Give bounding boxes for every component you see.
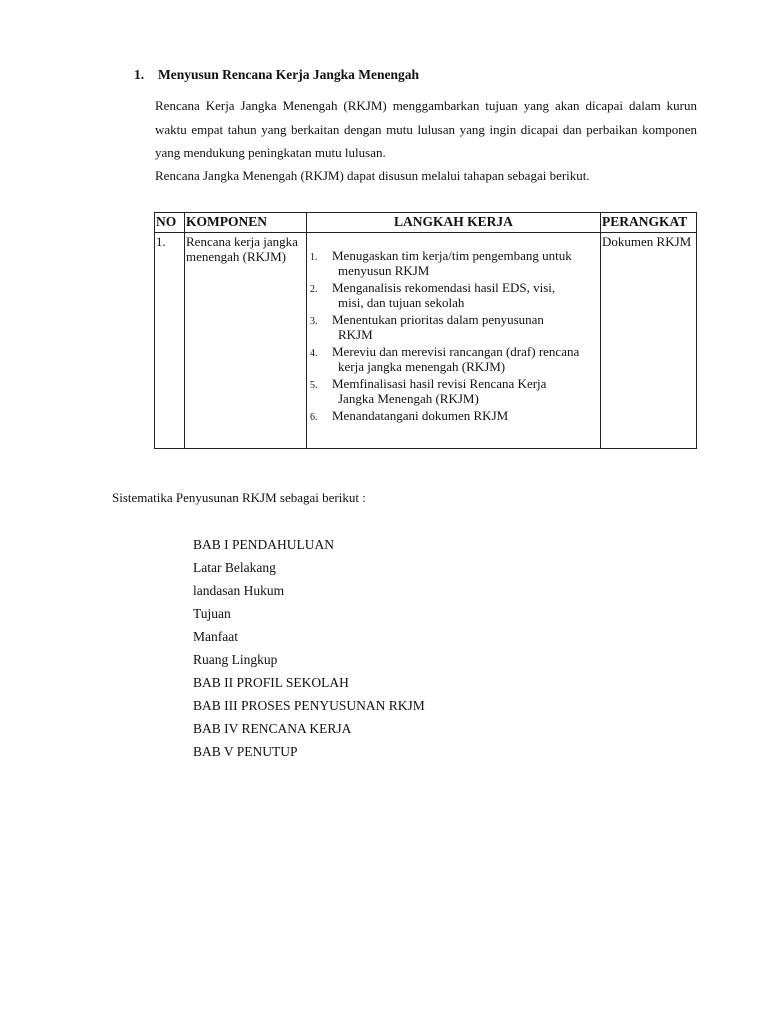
step-text: Memfinalisasi hasil revisi Rencana Kerja xyxy=(332,376,547,391)
step-number: 2. xyxy=(310,284,318,295)
row-langkah-kerja xyxy=(307,233,601,449)
header-komponen: KOMPONEN xyxy=(185,213,307,233)
outline-item: BAB IV RENCANA KERJA xyxy=(193,721,352,736)
step-item xyxy=(308,312,599,342)
step-item xyxy=(308,376,599,406)
outline-item: Ruang Lingkup xyxy=(193,652,278,667)
sistematika-label: Sistematika Penyusunan RKJM sebagai berikut : xyxy=(112,490,366,505)
row-perangkat: Dokumen RKJM xyxy=(601,233,697,449)
table-header-row xyxy=(155,213,697,233)
outline-item: BAB I PENDAHULUAN xyxy=(193,537,334,552)
header-perangkat: PERANGKAT xyxy=(601,213,697,233)
section-title: Menyusun Rencana Kerja Jangka Menengah xyxy=(158,67,420,82)
step-item xyxy=(308,280,599,310)
step-text-continued: RKJM xyxy=(338,327,373,342)
step-text-continued: kerja jangka menengah (RKJM) xyxy=(338,359,506,374)
step-item xyxy=(308,248,599,278)
header-no: NO xyxy=(155,213,185,233)
steps-list xyxy=(308,234,599,423)
step-number: 6. xyxy=(310,412,318,423)
outline-item: BAB II PROFIL SEKOLAH xyxy=(193,675,349,690)
stages-paragraph: Rencana Jangka Menengah (RKJM) dapat disusun melalui tahapan sebagai berikut. xyxy=(155,168,590,183)
outline-item: BAB III PROSES PENYUSUNAN RKJM xyxy=(193,698,425,713)
step-number: 5. xyxy=(310,380,318,391)
rkjm-steps-table xyxy=(154,212,697,449)
step-text-continued: Jangka Menengah (RKJM) xyxy=(338,391,479,406)
section-heading xyxy=(134,67,419,83)
step-text: Menugaskan tim kerja/tim pengembang untuk xyxy=(332,248,572,263)
table-row xyxy=(155,233,697,449)
step-text-continued: menyusun RKJM xyxy=(338,263,430,278)
row-komponen: Rencana kerja jangka menengah (RKJM) xyxy=(185,233,307,449)
step-number: 4. xyxy=(310,348,318,359)
intro-paragraph: Rencana Kerja Jangka Menengah (RKJM) menggambarkan tujuan yang akan dicapai dalam kurun waktu empat tahun yang berkaitan dengan mutu lulusan yang ingin dicapai dan perbaikan komponen yang mendukung peningkatan mutu lulusan. xyxy=(155,98,697,160)
step-item xyxy=(308,344,599,374)
outline-item: landasan Hukum xyxy=(193,583,285,598)
step-text-continued: misi, dan tujuan sekolah xyxy=(338,295,465,310)
step-text: Mereviu dan merevisi rancangan (draf) rencana xyxy=(332,344,580,359)
row-no: 1. xyxy=(155,233,185,449)
step-text: Menentukan prioritas dalam penyusunan xyxy=(332,312,544,327)
section-number: 1. xyxy=(134,67,145,82)
outline-item: BAB V PENUTUP xyxy=(193,744,298,759)
step-text: Menandatangani dokumen RKJM xyxy=(332,408,509,423)
header-langkah-kerja: LANGKAH KERJA xyxy=(307,213,601,233)
step-item xyxy=(308,408,599,423)
step-number: 3. xyxy=(310,316,318,327)
outline-item: Tujuan xyxy=(193,606,231,621)
outline-item: Latar Belakang xyxy=(193,560,276,575)
rkjm-outline-list xyxy=(193,533,425,763)
step-text: Menganalisis rekomendasi hasil EDS, visi, xyxy=(332,280,556,295)
outline-item: Manfaat xyxy=(193,629,238,644)
step-number: 1. xyxy=(310,252,318,263)
